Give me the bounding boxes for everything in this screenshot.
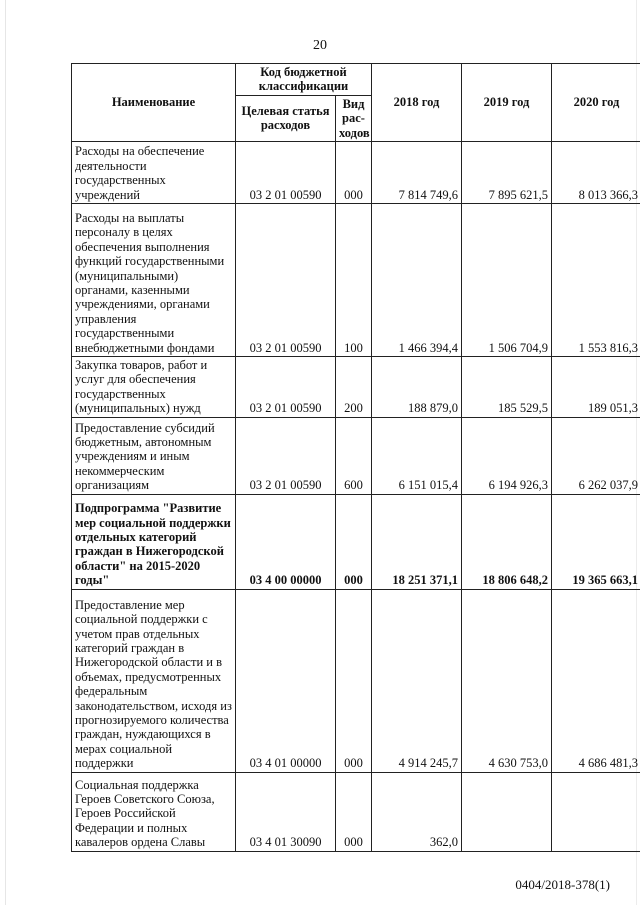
row-expense-kind: 000 (336, 772, 372, 851)
row-target-item: 03 4 01 30090 (236, 772, 336, 851)
row-2020: 6 262 037,9 (552, 417, 640, 494)
table-row-subprogram (72, 494, 640, 589)
row-expense-kind: 600 (336, 417, 372, 494)
row-2018: 18 251 371,1 (372, 494, 462, 589)
row-2018: 6 151 015,4 (372, 417, 462, 494)
row-expense-kind: 200 (336, 357, 372, 418)
row-2020: 4 686 481,3 (552, 589, 640, 772)
row-target-item: 03 4 00 00000 (236, 494, 336, 589)
header-row-top (72, 64, 640, 96)
header-2018: 2018 год (372, 64, 462, 142)
row-name: Подпрограмма "Развитие мер социальной поддержки отдельных категорий граждан в Нижегородской области" на 2015-2020 годы" (72, 494, 236, 589)
header-code-group: Код бюджетной классификации (236, 64, 372, 96)
table-row (72, 142, 640, 204)
row-2018: 362,0 (372, 772, 462, 851)
row-name: Социальная поддержка Героев Советского Союза, Героев Российской Федерации и полных кавалеров ордена Славы (72, 772, 236, 851)
row-2018: 4 914 245,7 (372, 589, 462, 772)
row-2020: 1 553 816,3 (552, 204, 640, 357)
row-2019: 4 630 753,0 (462, 589, 552, 772)
budget-table (71, 63, 640, 852)
row-target-item: 03 4 01 00000 (236, 589, 336, 772)
scan-edge-left (5, 0, 6, 905)
row-target-item: 03 2 01 00590 (236, 204, 336, 357)
header-name: Наименование (72, 64, 236, 142)
row-target-item: 03 2 01 00590 (236, 357, 336, 418)
row-2018: 188 879,0 (372, 357, 462, 418)
row-target-item: 03 2 01 00590 (236, 417, 336, 494)
row-2020 (552, 772, 640, 851)
row-name: Расходы на выплаты персоналу в целях обеспечения выполнения функций государственными (муниципальными) органами, казенными учреждениями, органами управления государственными внебюджетными фондами (72, 204, 236, 357)
row-name: Предоставление субсидий бюджетным, автономным учреждениям и иным некоммерческим организациям (72, 417, 236, 494)
row-2018: 7 814 749,6 (372, 142, 462, 204)
header-expense-kind: Вид рас- ходов (336, 95, 372, 141)
table-row (72, 417, 640, 494)
table-row (72, 357, 640, 418)
row-2019 (462, 772, 552, 851)
row-expense-kind: 100 (336, 204, 372, 357)
row-2019: 7 895 621,5 (462, 142, 552, 204)
row-target-item: 03 2 01 00590 (236, 142, 336, 204)
document-code: 0404/2018-378(1) (515, 877, 610, 892)
table-row (72, 204, 640, 357)
header-target-item: Целевая статья расходов (236, 95, 336, 141)
page-number: 20 (313, 38, 327, 53)
row-expense-kind: 000 (336, 494, 372, 589)
row-2020: 189 051,3 (552, 357, 640, 418)
table-body (72, 142, 640, 852)
header-2019: 2019 год (462, 64, 552, 142)
table-row (72, 589, 640, 772)
table-header (72, 64, 640, 142)
row-name: Расходы на обеспечение деятельности государственных учреждений (72, 142, 236, 204)
row-2019: 185 529,5 (462, 357, 552, 418)
table-row (72, 772, 640, 851)
row-2019: 1 506 704,9 (462, 204, 552, 357)
row-expense-kind: 000 (336, 589, 372, 772)
row-2020: 8 013 366,3 (552, 142, 640, 204)
row-2018: 1 466 394,4 (372, 204, 462, 357)
row-2019: 18 806 648,2 (462, 494, 552, 589)
header-2020: 2020 год (552, 64, 640, 142)
row-name: Закупка товаров, работ и услуг для обеспечения государственных (муниципальных) нужд (72, 357, 236, 418)
row-name: Предоставление мер социальной поддержки с учетом прав отдельных категорий граждан в Нижегородской области и в объемах, предусмотренных федеральным законодательством, исходя из прогнозируемого количества граждан, нуждающихся в мерах социальной поддержки (72, 589, 236, 772)
row-2019: 6 194 926,3 (462, 417, 552, 494)
row-2020: 19 365 663,1 (552, 494, 640, 589)
row-expense-kind: 000 (336, 142, 372, 204)
